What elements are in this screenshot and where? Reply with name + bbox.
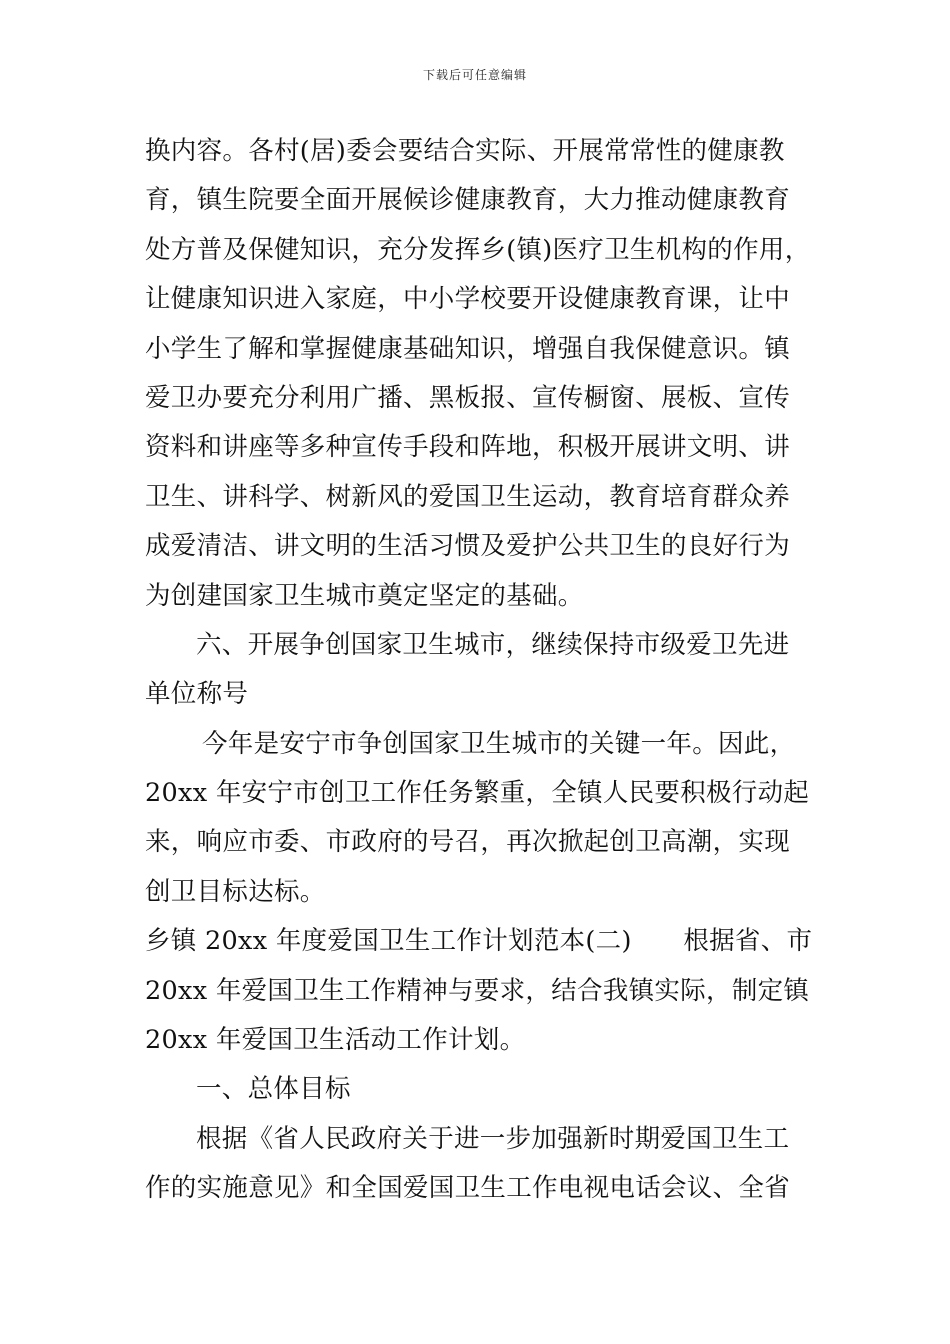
text-line: 爱卫办要充分利用广播、黑板报、宣传橱窗、展板、宣传	[145, 382, 791, 413]
text-line: 育，镇生院要全面开展候诊健康教育，大力推动健康教育	[145, 185, 791, 216]
text-line: 小学生了解和掌握健康基础知识，增强自我保健意识。镇	[145, 333, 791, 364]
document-title-line: 乡镇 20xx 年度爱国卫生工作计划范本(二) 根据省、市	[145, 926, 813, 957]
text-line: 让健康知识进入家庭，中小学校要开设健康教育课，让中	[145, 284, 791, 315]
section-heading-continued: 单位称号	[145, 679, 249, 710]
text-line: 换内容。各村(居)委会要结合实际、开展常常性的健康教	[145, 136, 785, 166]
section-heading: 一、总体目标	[196, 1074, 351, 1105]
page-header-note: 下载后可任意编辑	[422, 68, 527, 82]
text-line: 20xx 年安宁市创卫工作任务繁重，全镇人民要积极行动起	[145, 778, 810, 809]
document-body	[145, 127, 817, 1214]
text-line: 20xx 年爱国卫生活动工作计划。	[145, 1025, 526, 1056]
text-line: 资料和讲座等多种宣传手段和阵地，积极开展讲文明、讲	[145, 432, 791, 463]
text-line: 20xx 年爱国卫生工作精神与要求，结合我镇实际，制定镇	[145, 975, 810, 1006]
text-line: 为创建国家卫生城市奠定坚定的基础。	[145, 580, 584, 611]
text-line: 卫生、讲科学、树新风的爱国卫生运动，教育培育群众养	[145, 481, 791, 512]
text-line: 来，响应市委、市政府的号召，再次掀起创卫高潮，实现	[145, 827, 791, 858]
text-line: 处方普及保健知识，充分发挥乡(镇)医疗卫生机构的作用，	[145, 234, 811, 265]
text-line: 今年是安宁市争创国家卫生城市的关键一年。因此，	[202, 728, 796, 759]
text-line: 创卫目标达标。	[145, 876, 326, 907]
section-heading: 六、开展争创国家卫生城市，继续保持市级爱卫先进	[196, 629, 790, 660]
text-line: 成爱清洁、讲文明的生活习惯及爱护公共卫生的良好行为	[145, 531, 791, 562]
text-line: 根据《省人民政府关于进一步加强新时期爱国卫生工	[196, 1123, 790, 1154]
text-line: 作的实施意见》和全国爱国卫生工作电视电话会议、全省	[145, 1173, 791, 1204]
